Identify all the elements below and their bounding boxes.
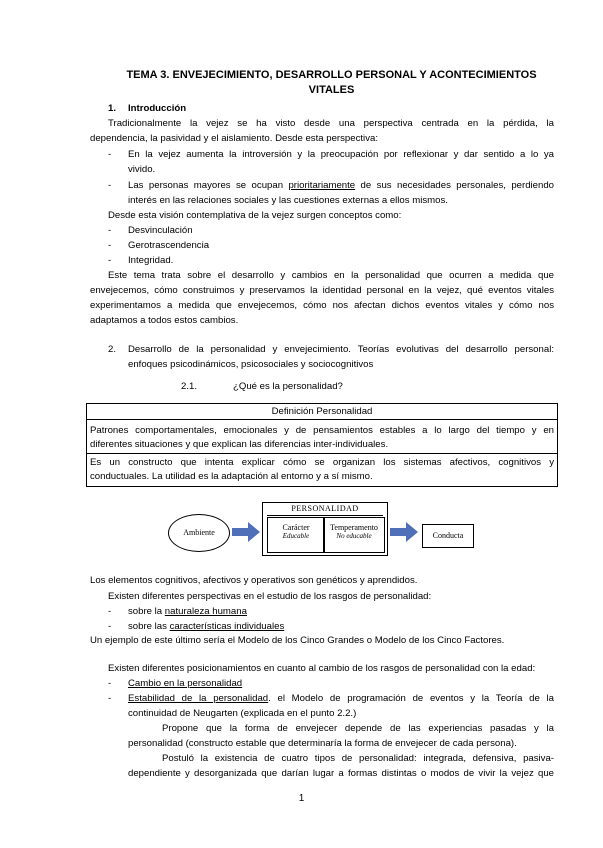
bullet1-line1: En la vejez aumenta la introversión y la preocupación por reflexionar y dar sentido a lo ya (128, 149, 554, 160)
section1-para1-line1: Tradicionalmente la vejez se ha visto desde una perspectiva centrada en la pérdida, la (108, 118, 554, 129)
definition-row-1 (86, 418, 558, 454)
section2-heading-line2: enfoques psicodinámicos, psicosociales y sociocognitivos (128, 359, 374, 370)
bullet-dash: - (108, 255, 112, 266)
perspective-item: sobre la naturaleza humana (128, 606, 247, 617)
section2-heading-line1: Desarrollo de la personalidad y envejecimiento. Teorías evolutivas del desarrollo personal: (128, 344, 554, 355)
page-title-line2: VITALES (308, 84, 355, 96)
concept-item: Integridad. (128, 255, 174, 266)
arrow-right-icon (232, 522, 260, 542)
section1-heading: Introducción (128, 103, 187, 114)
position-item-2: Estabilidad de la personalidad. el Modelo de programación de eventos y la Teoría de la (128, 693, 554, 704)
temperamento-box (323, 517, 385, 553)
bullet-dash: - (108, 678, 112, 689)
section1-number: 1. (108, 103, 117, 114)
personalidad-label: PERSONALIDAD (291, 504, 359, 513)
page-title: TEMA 3. ENVEJECIMIENTO, DESARROLLO PERSONAL Y ACONTECIMIENTOS (126, 69, 537, 81)
personality-diagram (168, 498, 508, 558)
caracter-label: Carácter (282, 523, 310, 532)
caracter-sub: Educable (282, 532, 310, 540)
perspectives-intro: Existen diferentes perspectivas en el estudio de los rasgos de personalidad: (108, 591, 432, 602)
section1-para2-line3: experimentamos a medida que envejecemos, cómo nos afectan dichos eventos vitales y cómo nos (90, 300, 554, 311)
bullet1-line2: vivido. (128, 164, 156, 175)
section1-para1-line2: dependencia, la pasividad y el aislamiento. Desde esta perspectiva: (90, 133, 378, 144)
personalidad-box (262, 502, 388, 556)
arrow-right-icon (390, 522, 418, 542)
section1-para2-line2: envejecemos, cómo construimos y preservamos la identidad personal en la vejez, qué eventos vitales (90, 285, 554, 296)
bullet2-line1: Las personas mayores se ocupan prioritariamente de sus necesidades personales, perdiendo (128, 180, 555, 191)
naturaleza-humana-text: naturaleza humana (164, 606, 247, 617)
definition-row2-line2: conductuales. La utilidad es la adaptación al entorno y a sí mismo. (90, 471, 373, 482)
definition-header-text: Definición Personalidad (271, 406, 373, 417)
elements-line: Los elementos cognitivos, afectivos y operativos son genéticos y aprendidos. (90, 575, 418, 586)
bullet-dash: - (108, 621, 112, 632)
para-b-line1: Postuló la existencia de cuatro tipos de personalidad: integrada, defensiva, pasiva- (162, 753, 554, 764)
page-number: 1 (298, 793, 305, 804)
caracteristicas-individuales-text: características individuales (169, 621, 285, 632)
caracter-box (267, 517, 325, 553)
bullet2-line2: interés en las relaciones sociales y las cuestiones externas a ellos mismos. (128, 195, 448, 206)
bullet-dash: - (108, 225, 112, 236)
para-a-line2: personalidad (constructo estable que determinaría la forma de envejecer de cada persona). (128, 738, 517, 749)
definition-row-2 (86, 453, 558, 487)
subsection-number: 2.1. (181, 381, 198, 392)
concept-item: Gerotrascendencia (128, 240, 210, 251)
para-a-line1: Propone que la forma de envejecer depende de las experiencias pasadas y la (162, 723, 554, 734)
section1-para2-line1: Este tema trata sobre el desarrollo y cambios en la personalidad que ocurren a medida que (108, 270, 554, 281)
position-item-2-line2: continuidad de Neugarten (explicada en el punto 2.2.) (128, 708, 357, 719)
bullet-dash: - (108, 606, 112, 617)
bullet-dash: - (108, 180, 112, 191)
ambiente-node: Ambiente (168, 514, 230, 552)
definition-row1-line2: diferentes situaciones y que explican las diferencias inter-individuales. (90, 439, 389, 450)
bullet-dash: - (108, 693, 112, 704)
definition-row1-line1: Patrones comportamentales, emocionales y de pensamientos estables a lo largo del tiempo y en (90, 425, 554, 436)
temperamento-sub: No educable (336, 532, 372, 540)
para-b-line2: dependiente y desorganizada que darían lugar a formas distintas o modos de vivir la vejez que (128, 768, 554, 779)
position-item-1: Cambio en la personalidad (128, 678, 243, 689)
example-line: Un ejemplo de este último sería el Modelo de los Cinco Grandes o Modelo de los Cinco Factores. (90, 635, 505, 646)
positions-intro: Existen diferentes posicionamientos en cuanto al cambio de los rasgos de personalidad con la edad: (108, 663, 536, 674)
section2-number: 2. (108, 344, 117, 355)
prioritariamente-text: prioritariamente (288, 180, 356, 191)
definition-row2-line1: Es un constructo que intenta explicar cómo se organizan los sistemas afectivos, cognitivos y (90, 457, 554, 468)
section1-para2-line4: adaptamos a todos estos cambios. (90, 315, 239, 326)
perspective-item: sobre las características individuales (128, 621, 285, 632)
concept-item: Desvinculación (128, 225, 193, 236)
bullet-dash: - (108, 149, 112, 160)
concepts-intro: Desde esta visión contemplativa de la vejez surgen conceptos como: (108, 210, 402, 221)
bullet-dash: - (108, 240, 112, 251)
conducta-node: Conducta (422, 524, 474, 548)
subsection-heading: ¿Qué es la personalidad? (233, 381, 343, 392)
temperamento-label: Temperamento (330, 523, 378, 532)
